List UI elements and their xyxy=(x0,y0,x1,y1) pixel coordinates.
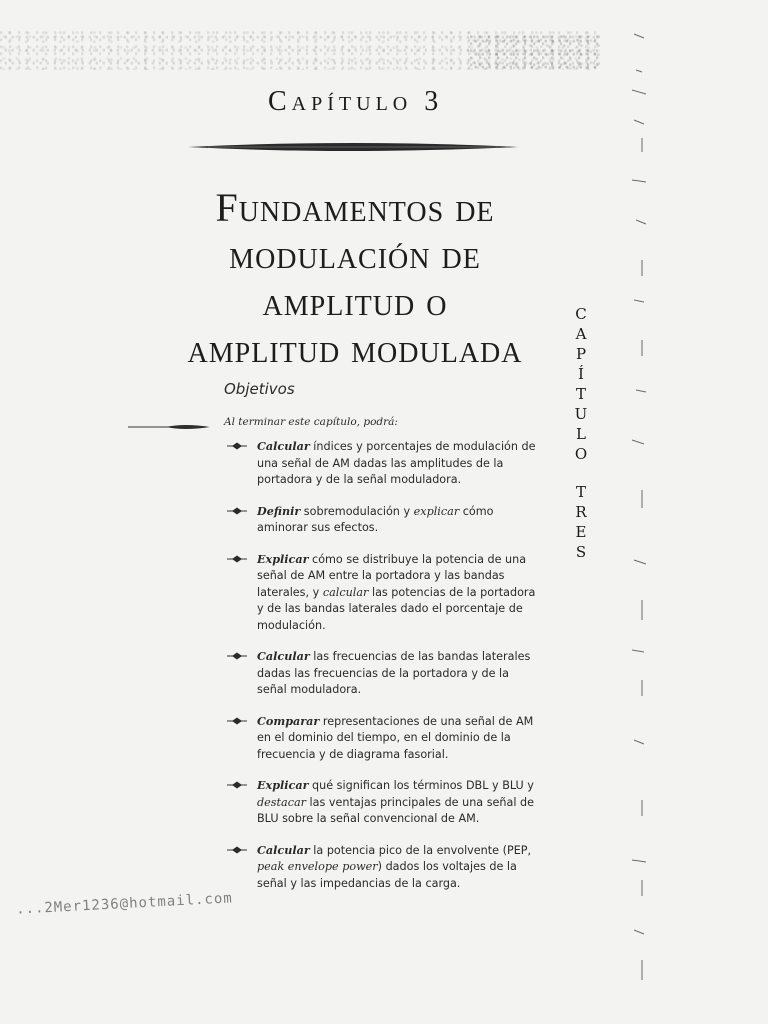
objective-item xyxy=(226,438,538,489)
objective-text: las frecuencias de las bandas laterales dadas las frecuencias de la portadora y de la señal moduladora. xyxy=(257,650,531,696)
objective-verb: Explicar xyxy=(257,551,309,566)
vertical-letter: S xyxy=(575,543,587,561)
objective-text: cómo se distribuye la potencia de una señal de AM entre la portadora y las bandas laterales, y xyxy=(257,552,527,599)
vertical-letter: A xyxy=(575,325,587,343)
vertical-letter: R xyxy=(575,503,587,521)
objective-emphasis: explicar xyxy=(413,504,460,518)
objective-item xyxy=(226,842,538,893)
objective-text: la potencia pico de la envolvente (PEP, xyxy=(309,843,532,857)
chapter-title xyxy=(150,184,560,372)
objective-verb: Calcular xyxy=(257,842,310,857)
objective-text: ) dados los voltajes de la señal y las impedancias de la carga. xyxy=(257,860,517,890)
objectives-list xyxy=(226,438,538,892)
objective-text: representaciones de una señal de AM en el dominio del tiempo, en el dominio de la frecuencia y de diagrama fasorial. xyxy=(257,714,534,761)
objective-item xyxy=(226,503,538,537)
diamond-bullet-icon xyxy=(227,507,247,515)
objective-emphasis: calcular xyxy=(322,585,369,599)
objective-text: qué significan los términos DBL y BLU y xyxy=(308,779,534,792)
diamond-bullet-icon xyxy=(227,555,247,563)
objective-verb: Definir xyxy=(257,503,301,518)
arrow-ornament-icon xyxy=(128,423,210,431)
title-line: modulación de xyxy=(229,232,481,277)
title-line: Fundamentos de xyxy=(215,185,495,230)
objective-emphasis: peak envelope power xyxy=(257,860,378,873)
objective-verb: Calcular xyxy=(257,649,310,663)
diamond-bullet-icon xyxy=(227,652,247,660)
handwritten-email: ...2Mer1236@hotmail.com xyxy=(15,890,234,918)
objectives-heading: Objetivos xyxy=(224,380,295,398)
objective-text: las ventajas principales de una señal de BLU sobre la señal convencional de AM. xyxy=(257,795,535,825)
objectives-intro: Al terminar este capítulo, podrá: xyxy=(224,416,398,428)
vertical-letter-gap xyxy=(568,464,594,482)
objective-verb: Comparar xyxy=(257,713,320,728)
objective-text: cómo aminorar sus efectos. xyxy=(257,504,494,534)
vertical-letter: U xyxy=(574,405,588,423)
vertical-letter: C xyxy=(575,305,587,323)
objective-text: índices y porcentajes de modulación de una señal de AM dadas las amplitudes de la portadora y de la señal moduladora. xyxy=(257,440,536,486)
objective-emphasis: destacar xyxy=(257,795,306,809)
title-line: amplitud o xyxy=(262,279,448,324)
scan-margin-marks xyxy=(628,20,658,1000)
objective-item xyxy=(226,777,538,828)
objective-item xyxy=(226,648,538,699)
vertical-letter: O xyxy=(574,445,588,463)
objective-text: sobremodulación y xyxy=(300,504,414,518)
objective-verb: Explicar xyxy=(257,778,309,792)
vertical-letter: Í xyxy=(578,365,584,383)
diamond-bullet-icon xyxy=(227,781,247,789)
diamond-bullet-icon xyxy=(227,717,247,725)
vertical-letter: P xyxy=(575,345,587,363)
vertical-letter: T xyxy=(575,385,586,403)
diamond-bullet-icon xyxy=(227,846,247,854)
objective-item xyxy=(226,551,538,635)
title-line: amplitud modulada xyxy=(187,326,523,371)
objective-text: las potencias de la portadora y de las bandas laterales dado el porcentaje de modulación. xyxy=(257,585,536,632)
objective-verb: Calcular xyxy=(257,439,310,453)
scan-noise-dark xyxy=(470,34,600,70)
vertical-letter: E xyxy=(575,523,587,541)
objective-item xyxy=(226,713,538,764)
ornament-bar xyxy=(188,142,518,152)
vertical-letter: L xyxy=(576,425,586,443)
vertical-letter: T xyxy=(575,483,586,501)
chapter-label: Capítulo 3 xyxy=(268,86,444,117)
vertical-chapter-label xyxy=(568,304,594,562)
diamond-bullet-icon xyxy=(227,442,247,450)
